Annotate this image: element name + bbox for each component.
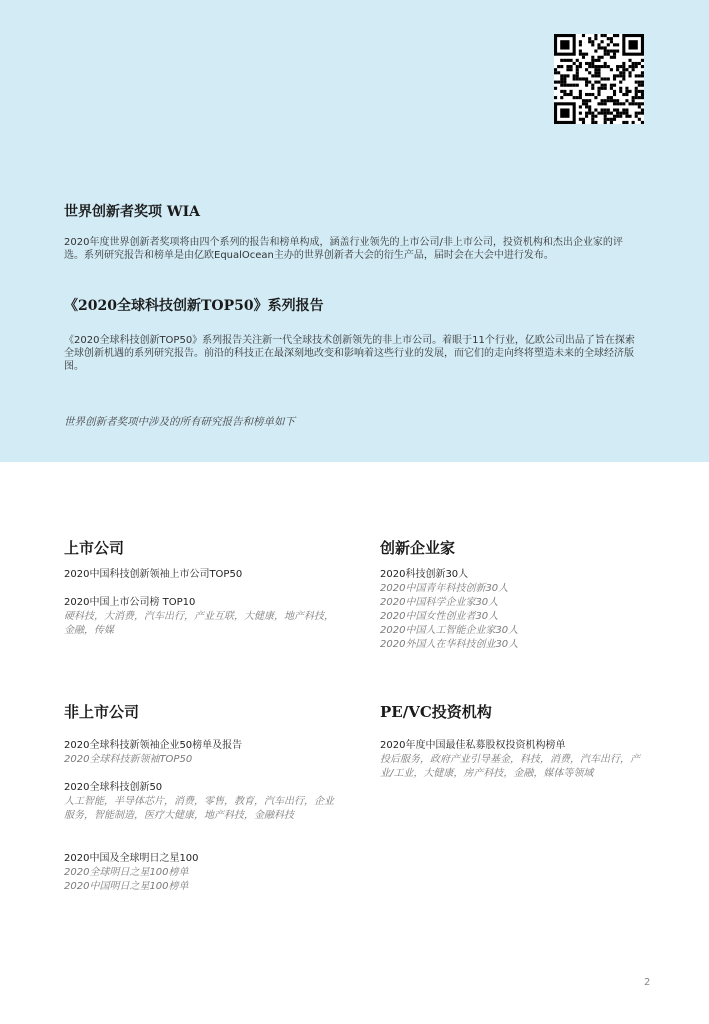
list-intro-note: 世界创新者奖项中涉及的所有研究报告和榜单如下 [64,416,295,428]
wia-title: 世界创新者奖项 WIA [64,204,201,220]
listed-item-top50: 2020中国科技创新领袖上市公司TOP50 [64,569,243,580]
entrepreneur-section-title: 创新企业家 [380,539,456,557]
unlisted-section-title: 非上市公司 [64,703,140,721]
entrepreneur-item-30: 2020科技创新30人 [380,569,469,580]
entrepreneur-sub-foreign: 2020外国人在华科技创业30人 [380,639,519,650]
pevc-item-best: 2020年度中国最佳私募股权投资机构榜单 [380,740,566,751]
pevc-section-title: PE/VC投资机构 [380,703,492,721]
entrepreneur-sub-ai: 2020中国人工智能企业家30人 [380,625,519,636]
unlisted-item-leaders: 2020全球科技新领袖企业50榜单及报告 [64,740,243,751]
qr-code-icon [554,34,644,124]
entrepreneur-sub-youth: 2020中国青年科技创新30人 [380,583,509,594]
unlisted-item-stars-global: 2020全球明日之星100榜单 [64,867,189,878]
report-description: 《2020全球科技创新TOP50》系列报告关注新一代全球技术创新领先的非上市公司。着眼于11个行业，亿欧公司出品了旨在探索全球创新机遇的系列研究报告。前沿的科技正在最深刻地改变和影响着这些行业的发展，而它们的走向终将塑造未来的全球经济版图。 [64,335,635,372]
listed-section-title: 上市公司 [64,539,125,557]
unlisted-item-stars: 2020中国及全球明日之星100 [64,853,199,864]
unlisted-item-leaders-sub: 2020全球科技新领袖TOP50 [64,754,193,765]
entrepreneur-sub-science: 2020中国科学企业家30人 [380,597,499,608]
unlisted-item-innovation50: 2020全球科技创新50 [64,782,163,793]
unlisted-item-innovation50-sectors: 人工智能，半导体芯片，消费，零售，教育，汽车出行，企业服务，智能制造，医疗大健康，地产科技，金融科技 [64,796,334,821]
unlisted-item-stars-china: 2020中国明日之星100榜单 [64,881,189,892]
wia-description: 2020年度世界创新者奖项将由四个系列的报告和榜单构成，涵盖行业领先的上市公司/非上市公司，投资机构和杰出企业家的评选。系列研究报告和榜单是由亿欧EqualOcean主办的世界创新者大会的衍生产品，届时会在大会中进行发布。 [64,237,623,261]
listed-item-top10-sectors: 硬科技，大消费，汽车出行，产业互联，大健康，地产科技，金融，传媒 [64,611,334,636]
page-number: 2 [644,977,651,988]
listed-item-top10: 2020中国上市公司榜 TOP10 [64,597,196,608]
report-title: 《2020全球科技创新TOP50》系列报告 [64,298,324,314]
pevc-item-best-sectors: 投后服务，政府产业引导基金，科技，消费，汽车出行，产业/工业，大健康，房产科技，金融，媒体等领域 [380,754,640,779]
entrepreneur-sub-women: 2020中国女性创业者30人 [380,611,499,622]
